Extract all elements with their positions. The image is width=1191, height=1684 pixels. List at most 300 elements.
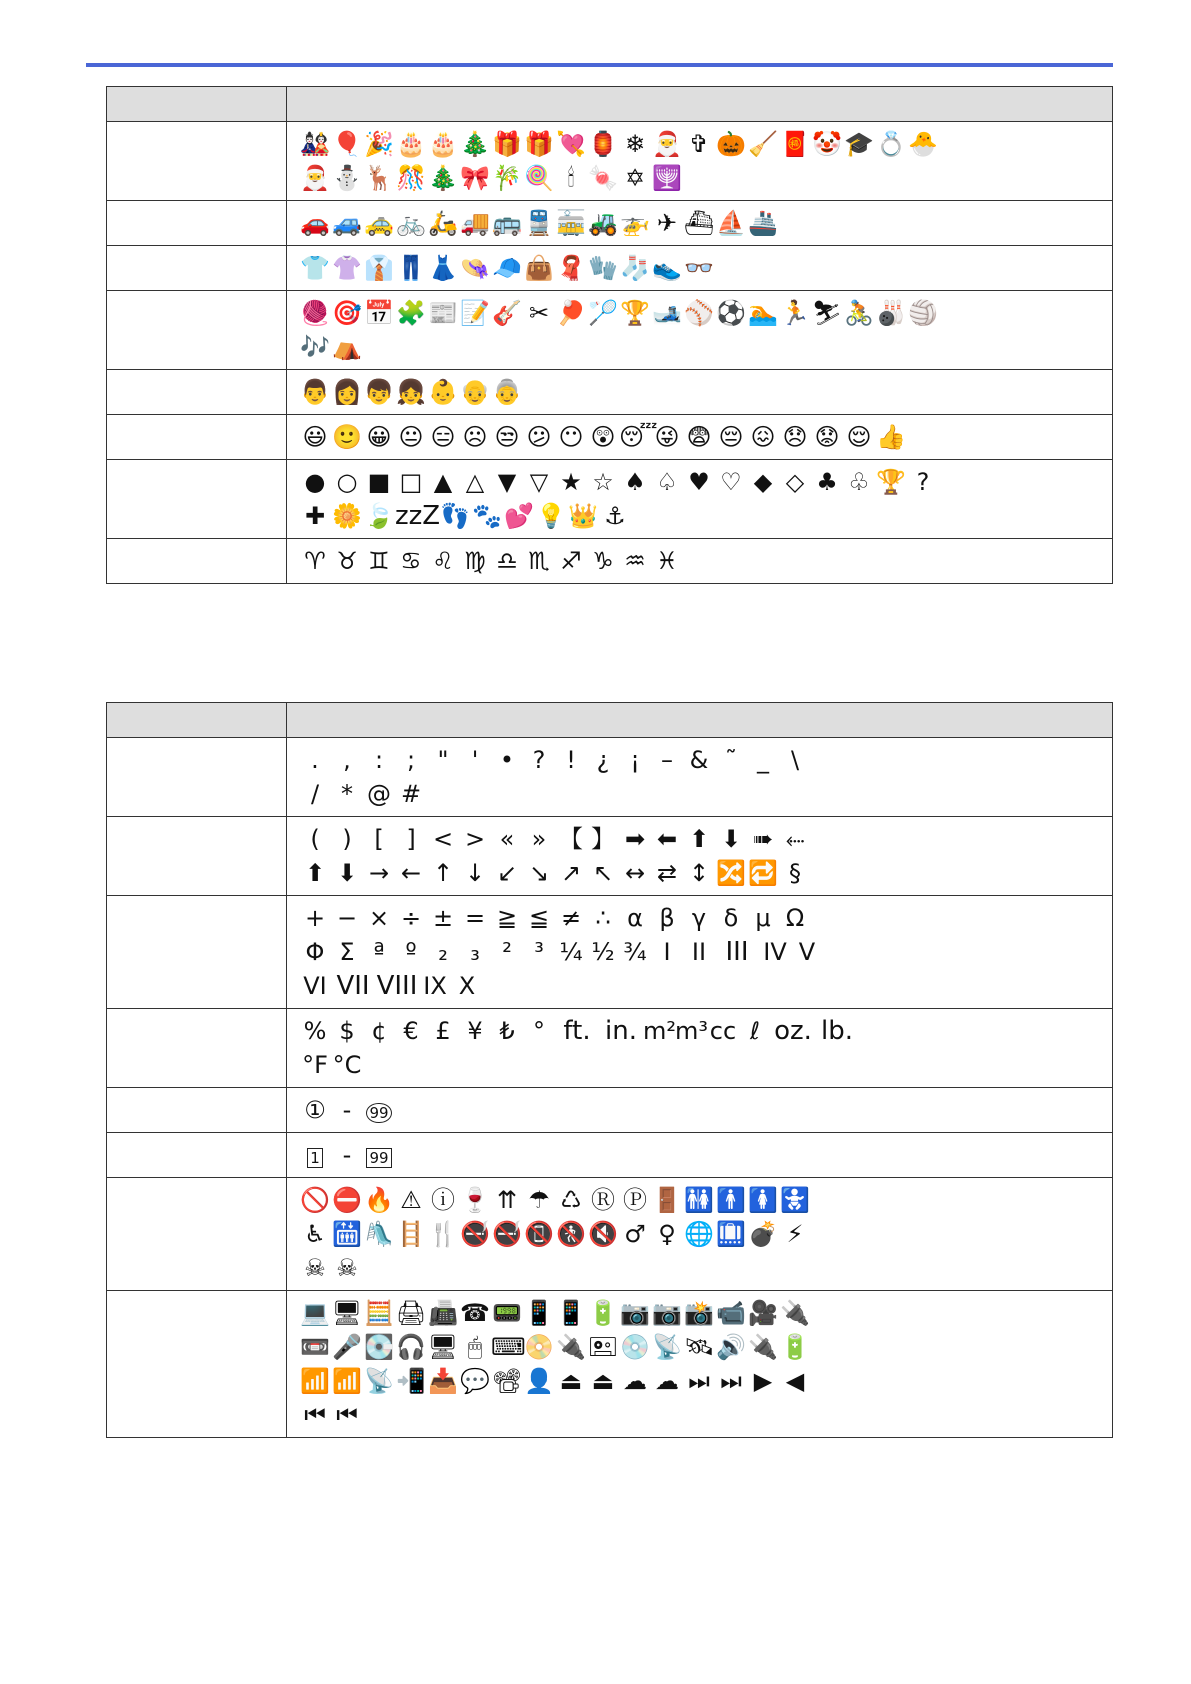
symbol-line xyxy=(299,1296,1104,1330)
symbol-glyph: ≧ xyxy=(496,904,518,932)
symbol-glyph: 🖨 xyxy=(395,1299,427,1327)
symbol-glyph: ⬇ xyxy=(336,859,358,887)
symbol-glyph: Φ xyxy=(305,938,325,966)
symbol-glyph: % xyxy=(303,1017,327,1045)
symbol-glyph: ◀ xyxy=(785,1367,805,1395)
symbol-glyph: 📱 xyxy=(524,1299,554,1327)
symbols-table-characters xyxy=(106,702,1113,1438)
symbol-glyph: ♍ xyxy=(464,547,486,575)
symbol-glyph: 🔌 xyxy=(780,1299,810,1327)
symbol-glyph: 📰 xyxy=(428,299,458,327)
category-cell xyxy=(107,291,287,370)
symbols-cell xyxy=(287,415,1113,460)
category-cell xyxy=(107,1178,287,1291)
range-dash xyxy=(331,1138,363,1172)
symbol-glyph: 👴 xyxy=(460,378,490,406)
symbol-line xyxy=(299,1251,1104,1285)
symbol-glyph: ≠ xyxy=(560,904,582,932)
range-end-text: 99 xyxy=(366,1103,391,1123)
category-cell xyxy=(107,246,287,291)
symbol-glyph: 🛗 xyxy=(332,1220,362,1248)
symbol-glyph: ½ xyxy=(591,938,615,966)
symbol-glyph: Ⓟ xyxy=(623,1186,647,1214)
symbol-glyph: 🚗 xyxy=(300,209,330,237)
symbol-glyph: ← xyxy=(400,859,422,887)
category-cell xyxy=(107,460,287,539)
symbols-cell xyxy=(287,122,1113,201)
symbol-glyph: 👜 xyxy=(524,254,554,282)
symbol-glyph: ♠ xyxy=(624,468,646,496)
symbol-glyph: 🚆 xyxy=(524,209,554,237)
symbol-glyph: $ xyxy=(339,1017,355,1045)
symbol-glyph: 😀 xyxy=(366,423,392,451)
symbol-glyph: 👦 xyxy=(364,378,394,406)
symbol-glyph: 🌼 xyxy=(332,502,362,530)
symbol-glyph: 😔 xyxy=(718,423,744,451)
symbol-glyph: 👩 xyxy=(332,378,362,406)
symbol-glyph: ■ xyxy=(367,468,391,496)
symbol-glyph: 😕 xyxy=(526,423,552,451)
symbol-glyph: 🎋 xyxy=(492,164,522,192)
symbol-glyph: 🏃 xyxy=(780,299,810,327)
symbol-glyph: ✚ xyxy=(304,502,326,530)
symbol-glyph: 🧧 xyxy=(780,130,810,158)
symbol-glyph: ◇ xyxy=(785,468,805,496)
table-row xyxy=(107,817,1113,896)
symbol-glyph: > xyxy=(464,825,486,853)
symbol-glyph: ♎ xyxy=(496,547,518,575)
symbol-glyph: 👗 xyxy=(428,254,458,282)
range-end xyxy=(363,1138,395,1172)
symbol-line xyxy=(299,330,1104,364)
symbol-glyph: » xyxy=(531,825,547,853)
symbol-glyph: ♊ xyxy=(368,547,390,575)
symbols-cell xyxy=(287,1178,1113,1291)
table-header-row xyxy=(107,703,1113,738)
symbol-line xyxy=(299,544,1104,578)
symbol-glyph: 🔊 xyxy=(716,1333,746,1361)
symbol-glyph: ⛺ xyxy=(332,333,362,361)
symbol-glyph: 🖱 xyxy=(467,1333,483,1361)
symbols-cell xyxy=(287,460,1113,539)
symbol-glyph: 😨 xyxy=(686,423,712,451)
symbol-glyph: _ xyxy=(757,746,769,774)
symbols-cell xyxy=(287,738,1113,817)
category-cell xyxy=(107,738,287,817)
symbol-glyph: 👵 xyxy=(492,378,522,406)
symbol-glyph: ⇄ xyxy=(656,859,678,887)
symbol-glyph: − xyxy=(336,904,358,932)
symbol-glyph: 😒 xyxy=(494,423,520,451)
symbol-glyph: 👖 xyxy=(396,254,426,282)
symbol-glyph: II xyxy=(691,938,707,966)
symbol-line xyxy=(299,856,1104,890)
symbol-glyph: 🕎 xyxy=(652,164,682,192)
symbol-glyph: ♋ xyxy=(400,547,422,575)
symbol-glyph: ¿ xyxy=(596,746,610,774)
symbol-glyph: □ xyxy=(399,468,423,496)
symbol-glyph: μ xyxy=(755,904,771,932)
symbol-glyph: ○ xyxy=(336,468,358,496)
symbol-glyph: ❄ xyxy=(624,130,646,158)
symbol-glyph: 😑 xyxy=(430,423,456,451)
symbol-glyph: 🚕 xyxy=(364,209,394,237)
symbol-glyph: 🙂 xyxy=(332,423,362,451)
symbols-header xyxy=(287,703,1113,738)
symbol-line xyxy=(299,1217,1104,1251)
symbol-glyph: 🏊 xyxy=(748,299,778,327)
range-dash xyxy=(331,1093,363,1127)
table-row xyxy=(107,460,1113,539)
range-end xyxy=(363,1093,395,1127)
symbol-glyph: VIII xyxy=(376,971,418,1001)
symbol-glyph: ☹ xyxy=(462,423,488,451)
symbol-glyph: 🏆 xyxy=(876,468,906,496)
symbol-glyph: ⬆ xyxy=(304,859,326,887)
symbol-glyph: ⌨ xyxy=(491,1333,526,1361)
symbol-glyph: in. xyxy=(605,1016,637,1046)
symbol-glyph: 💘 xyxy=(556,130,586,158)
symbol-glyph: 🎳 xyxy=(876,299,906,327)
symbol-glyph: ¥ xyxy=(467,1017,483,1045)
symbol-glyph: 🛵 xyxy=(428,209,458,237)
symbol-line xyxy=(299,127,1104,161)
symbols-cell xyxy=(287,291,1113,370)
range-start-text: ① xyxy=(304,1096,326,1124)
symbol-glyph: ; xyxy=(406,746,416,774)
symbols-cell xyxy=(287,370,1113,415)
symbols-cell xyxy=(287,1291,1113,1438)
symbol-line xyxy=(299,743,1104,777)
table-row xyxy=(107,1291,1113,1438)
table-row xyxy=(107,370,1113,415)
symbol-glyph: cc xyxy=(709,1017,737,1045)
symbol-glyph: ♧ xyxy=(848,468,870,496)
symbol-glyph: 🚪 xyxy=(652,1186,682,1214)
symbol-glyph: 🎓 xyxy=(844,130,874,158)
symbol-glyph: ★ xyxy=(560,468,582,496)
symbol-glyph: 🧹 xyxy=(748,130,778,158)
symbol-glyph: 🧶 xyxy=(300,299,330,327)
symbol-line xyxy=(299,499,1104,533)
symbol-glyph: ♑ xyxy=(592,547,614,575)
symbol-glyph: 🎅 xyxy=(652,130,682,158)
symbol-glyph: m³ xyxy=(675,1017,708,1045)
category-cell xyxy=(107,201,287,246)
symbol-glyph: ⬸ xyxy=(785,825,805,853)
symbol-glyph: 🎎 xyxy=(300,130,330,158)
symbol-glyph: « xyxy=(499,825,515,853)
symbol-glyph: 🧮 xyxy=(364,1299,394,1327)
symbol-glyph: ' xyxy=(471,746,479,774)
symbol-glyph: 👨 xyxy=(300,378,330,406)
symbol-glyph: → xyxy=(368,859,390,887)
symbol-glyph: 🎯 xyxy=(332,299,362,327)
symbol-glyph: ↔ xyxy=(624,859,646,887)
symbol-glyph: ) xyxy=(342,825,352,853)
symbol-glyph: ≦ xyxy=(528,904,550,932)
symbol-glyph: 🎀 xyxy=(460,164,490,192)
symbol-glyph: m² xyxy=(643,1017,676,1045)
symbol-glyph: 📡 xyxy=(652,1333,682,1361)
symbol-glyph: 👚 xyxy=(332,254,362,282)
table-row xyxy=(107,1178,1113,1291)
symbol-glyph: ⏭ xyxy=(688,1367,710,1395)
symbol-glyph: 💡 xyxy=(536,502,566,530)
symbol-glyph: 📶 xyxy=(300,1367,330,1395)
symbol-glyph: 📅 xyxy=(364,299,394,327)
symbol-glyph: 🚭 xyxy=(460,1220,490,1248)
symbol-glyph: ! xyxy=(566,746,576,774)
symbol-glyph: ↗ xyxy=(560,859,582,887)
symbol-glyph: @ xyxy=(367,780,391,808)
symbol-glyph: 💿 xyxy=(620,1333,650,1361)
symbol-line xyxy=(299,251,1104,285)
table-row xyxy=(107,539,1113,584)
symbol-line xyxy=(299,1330,1104,1364)
symbol-glyph: 🍷 xyxy=(460,1186,490,1214)
symbol-glyph: 📥 xyxy=(428,1367,458,1395)
symbol-glyph: 🧢 xyxy=(492,254,522,282)
symbol-glyph: ⏭ xyxy=(720,1367,742,1395)
category-cell xyxy=(107,1291,287,1438)
symbols-cell xyxy=(287,1009,1113,1088)
symbol-glyph: ☠ xyxy=(304,1254,326,1282)
symbol-glyph: 🔋 xyxy=(780,1333,810,1361)
symbol-glyph: 🐣 xyxy=(908,130,938,158)
symbol-glyph: ] xyxy=(406,825,416,853)
symbol-line xyxy=(299,935,1104,969)
symbol-glyph: ₂ xyxy=(438,938,448,966)
symbol-glyph: ✂ xyxy=(528,299,550,327)
symbol-glyph: 🧤 xyxy=(588,254,618,282)
symbol-glyph: 💣 xyxy=(748,1220,778,1248)
symbol-glyph: VI xyxy=(303,972,327,1000)
symbol-glyph: 🎂 xyxy=(396,130,426,158)
symbol-glyph: 🕯 xyxy=(567,164,575,192)
symbol-glyph: °C xyxy=(332,1051,362,1079)
symbol-glyph: △ xyxy=(465,468,485,496)
symbol-glyph: ¾ xyxy=(623,938,647,966)
symbol-glyph: 💕 xyxy=(504,502,534,530)
symbol-glyph: 📀 xyxy=(524,1333,554,1361)
symbol-range xyxy=(299,1093,1104,1127)
symbol-glyph: 🚁 xyxy=(620,209,650,237)
symbol-glyph: 🧣 xyxy=(556,254,586,282)
symbols-table-pictographs xyxy=(106,86,1113,584)
symbol-glyph: β xyxy=(659,904,675,932)
symbol-glyph: lb. xyxy=(821,1016,853,1046)
symbol-glyph: ↕ xyxy=(688,859,710,887)
symbol-glyph: 👧 xyxy=(396,378,426,406)
symbol-glyph: III xyxy=(725,937,749,967)
symbol-glyph: 🛄 xyxy=(716,1220,746,1248)
table-row xyxy=(107,201,1113,246)
symbol-glyph: ₃ xyxy=(470,938,480,966)
symbol-glyph: ♏ xyxy=(528,547,550,575)
symbol-glyph: ⚡ xyxy=(786,1220,804,1248)
symbol-glyph: 🚜 xyxy=(588,209,618,237)
symbol-glyph: ● xyxy=(304,468,326,496)
symbol-glyph: 📠 xyxy=(428,1299,458,1327)
symbols-cell xyxy=(287,201,1113,246)
symbol-glyph: 🏆 xyxy=(620,299,650,327)
symbol-glyph: / xyxy=(310,780,320,808)
symbol-glyph: ♤ xyxy=(656,468,678,496)
table-row xyxy=(107,1088,1113,1133)
symbol-glyph: 🛰 xyxy=(683,1333,715,1361)
symbol-glyph: 🚭 xyxy=(492,1220,522,1248)
table-row xyxy=(107,896,1113,1009)
symbol-glyph: ▼ xyxy=(497,468,517,496)
symbol-glyph: ↑ xyxy=(432,859,454,887)
symbol-glyph: 🔋 xyxy=(588,1299,618,1327)
table-row xyxy=(107,291,1113,370)
symbol-glyph: ♓ xyxy=(656,547,678,575)
category-header xyxy=(107,87,287,122)
symbol-glyph: [ xyxy=(374,825,384,853)
symbols-header xyxy=(287,87,1113,122)
symbol-glyph: 🎃 xyxy=(716,130,746,158)
symbol-glyph: Ω xyxy=(785,904,805,932)
symbol-glyph: ° xyxy=(533,1017,545,1045)
symbol-glyph: α xyxy=(627,904,643,932)
symbol-glyph: ↓ xyxy=(464,859,486,887)
symbol-line xyxy=(299,1364,1104,1398)
symbol-glyph: ☎ xyxy=(460,1299,490,1327)
symbol-glyph: ∴ xyxy=(595,904,611,932)
symbol-glyph: 🎧 xyxy=(396,1333,426,1361)
symbol-glyph: ▽ xyxy=(529,468,549,496)
category-cell xyxy=(107,370,287,415)
symbol-glyph: 👑 xyxy=(568,502,598,530)
symbol-glyph: 👔 xyxy=(364,254,394,282)
symbol-glyph: 🎿 xyxy=(652,299,682,327)
symbol-glyph: ? xyxy=(916,468,930,496)
symbol-glyph: 👕 xyxy=(300,254,330,282)
symbol-glyph: ℓ xyxy=(750,1017,760,1045)
symbol-glyph: € xyxy=(403,1017,419,1045)
symbol-glyph: 🚲 xyxy=(396,209,426,237)
symbol-glyph: 📲 xyxy=(396,1367,426,1395)
symbol-glyph: ¢ xyxy=(371,1017,387,1045)
symbol-glyph: ³ xyxy=(534,938,544,966)
symbol-glyph: ⚾ xyxy=(684,299,714,327)
symbol-line xyxy=(299,777,1104,811)
header-rule xyxy=(86,63,1113,67)
symbol-glyph: 🎊 xyxy=(396,164,426,192)
symbol-glyph: ◆ xyxy=(753,468,773,496)
symbol-glyph: , xyxy=(343,746,351,774)
symbol-glyph: 📝 xyxy=(460,299,490,327)
symbol-glyph: ▲ xyxy=(433,468,453,496)
symbol-glyph: ⛄ xyxy=(332,164,362,192)
symbol-glyph: 🎈 xyxy=(332,130,362,158)
symbol-glyph: ♉ xyxy=(336,547,358,575)
symbol-glyph: 🖥 xyxy=(331,1299,363,1327)
symbol-glyph: 😜 xyxy=(654,423,680,451)
symbol-glyph: 🎁 xyxy=(524,130,554,158)
symbol-glyph: 🪜 xyxy=(396,1220,426,1248)
symbol-glyph: ⚠ xyxy=(400,1186,422,1214)
table-row xyxy=(107,1133,1113,1178)
symbol-glyph: γ xyxy=(691,904,707,932)
symbol-glyph: ♥ xyxy=(688,468,710,496)
symbol-glyph: ft. xyxy=(563,1016,591,1046)
symbol-glyph: ⚓ xyxy=(604,502,626,530)
symbol-glyph: δ xyxy=(723,904,739,932)
symbol-glyph: ⬇ xyxy=(720,825,742,853)
symbol-glyph: 😴 xyxy=(619,423,658,451)
category-cell xyxy=(107,122,287,201)
symbol-glyph: 🔌 xyxy=(556,1333,586,1361)
symbol-glyph: 👣 xyxy=(440,502,470,530)
symbol-glyph: ✞ xyxy=(688,130,710,158)
symbol-line xyxy=(299,375,1104,409)
symbol-glyph: ▶ xyxy=(753,1367,773,1395)
symbol-glyph: ↖ xyxy=(592,859,614,887)
symbol-glyph: 🚙 xyxy=(332,209,362,237)
symbol-glyph: 🚌 xyxy=(492,209,522,237)
symbol-glyph: ¼ xyxy=(559,938,583,966)
symbol-glyph: ♈ xyxy=(304,547,326,575)
symbol-glyph: ♒ xyxy=(624,547,646,575)
category-cell xyxy=(107,1133,287,1178)
range-start xyxy=(299,1093,331,1127)
symbol-line xyxy=(299,161,1104,195)
symbol-glyph: – xyxy=(661,746,673,774)
symbol-glyph: 👒 xyxy=(460,254,490,282)
symbol-glyph: 🎸 xyxy=(492,299,522,327)
symbol-glyph: 🦌 xyxy=(364,164,394,192)
symbol-glyph: Σ xyxy=(339,938,355,966)
symbol-glyph: 🚢 xyxy=(748,209,778,237)
symbol-glyph: IV xyxy=(763,938,787,966)
category-cell xyxy=(107,817,287,896)
symbol-glyph: £ xyxy=(435,1017,451,1045)
symbol-glyph: = xyxy=(464,904,486,932)
symbol-glyph: ↙ xyxy=(496,859,518,887)
symbol-glyph: 🧩 xyxy=(396,299,426,327)
category-header xyxy=(107,703,287,738)
symbol-glyph: 📸 xyxy=(684,1299,714,1327)
symbol-glyph: 📡 xyxy=(364,1367,394,1395)
symbol-glyph: ☠ xyxy=(336,1254,358,1282)
symbol-glyph: 【 xyxy=(559,825,583,853)
category-cell xyxy=(107,539,287,584)
symbol-glyph: 👟 xyxy=(652,254,682,282)
symbols-cell xyxy=(287,817,1113,896)
symbol-glyph: ₺ xyxy=(499,1017,515,1045)
symbol-glyph: 🖥 xyxy=(427,1333,459,1361)
symbols-cell xyxy=(287,1088,1113,1133)
symbol-glyph: 👓 xyxy=(684,254,714,282)
symbol-glyph: 💬 xyxy=(460,1367,490,1395)
symbol-glyph: 😖 xyxy=(750,423,776,451)
symbol-glyph: 😲 xyxy=(590,423,616,451)
symbol-glyph: ⏏ xyxy=(559,1367,583,1395)
symbols-cell xyxy=(287,1133,1113,1178)
symbol-glyph: ⛔ xyxy=(332,1186,362,1214)
symbol-glyph: 😌 xyxy=(846,423,872,451)
symbol-glyph: ( xyxy=(310,825,320,853)
symbol-glyph: ⏮ xyxy=(304,1401,326,1429)
symbol-glyph: ♀ xyxy=(658,1220,676,1248)
symbol-glyph: " xyxy=(437,746,449,774)
symbol-glyph: ª xyxy=(373,938,385,966)
symbol-glyph: 🚹 xyxy=(716,1186,746,1214)
symbol-glyph: ⬆ xyxy=(688,825,710,853)
